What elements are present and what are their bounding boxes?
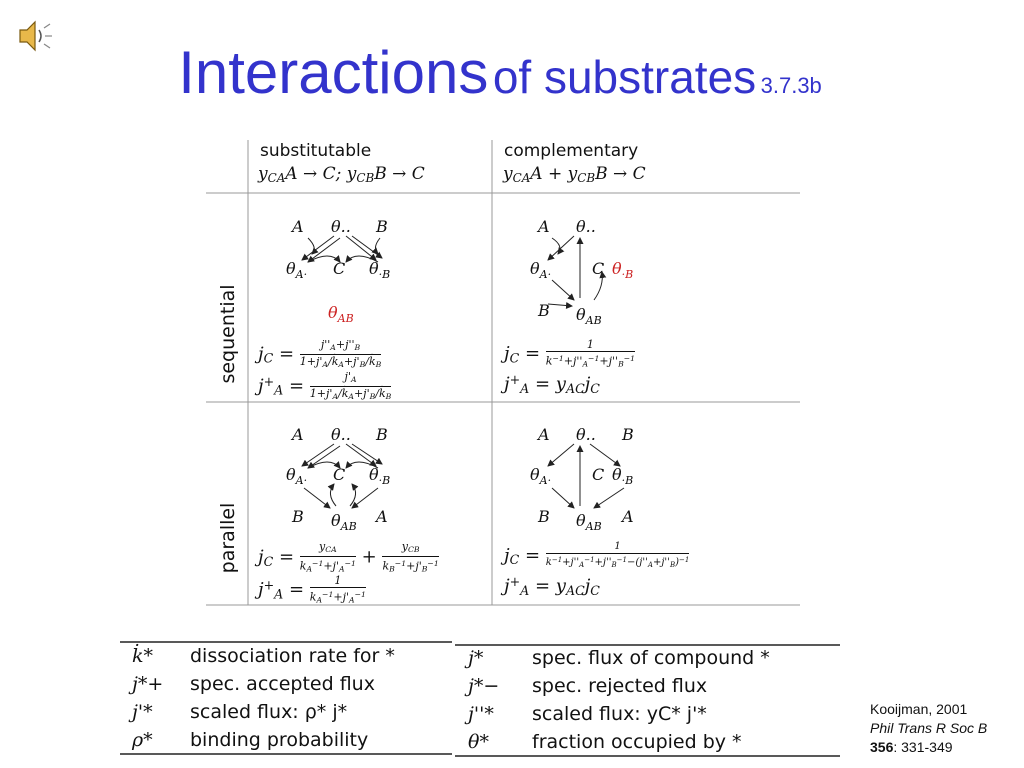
svg-text:θ..: θ.. bbox=[331, 217, 351, 236]
legend-right-desc-3: fraction occupied by * bbox=[532, 731, 742, 753]
seq-sub-ja: $j^+_A$ = $\frac{j'_A}{1+j'_A/k̇_A+j'_B/k̇_B}$ bbox=[258, 370, 392, 401]
svg-text:A: A bbox=[538, 217, 550, 236]
legend-right-desc-2: scaled flux: yC* j'* bbox=[532, 703, 707, 725]
legend-right-desc-0: spec. flux of compound * bbox=[532, 647, 770, 669]
legend-right-sym-1: j*− bbox=[468, 675, 500, 697]
svg-text:A: A bbox=[292, 425, 304, 444]
legend-right-desc-1: spec. rejected flux bbox=[532, 675, 708, 697]
svg-text:θ·B: $\theta_{\cdot B}$ bbox=[612, 465, 634, 487]
svg-text:C: C bbox=[592, 465, 605, 484]
legend-left-desc-1: spec. accepted flux bbox=[190, 673, 375, 695]
svg-text:θA·: $\theta_{A\cdot}$ bbox=[286, 465, 308, 487]
col2-formula: $y_{CA}A + y_{CB}B \to C$ bbox=[503, 164, 646, 185]
par-comp-ja: $j^+_A = y_{AC}j_C$ bbox=[504, 574, 600, 598]
row-label-parallel: parallel bbox=[217, 502, 239, 574]
svg-text:B: B bbox=[538, 507, 550, 526]
svg-text:θAB: $\theta_{AB}$ bbox=[328, 303, 354, 325]
svg-text:θA·: $\theta_{A\cdot}$ bbox=[530, 259, 552, 281]
legend-right-sym-2: j''* bbox=[468, 703, 494, 725]
col1-header: substitutable bbox=[260, 141, 372, 161]
svg-text:θAB: $\theta_{AB}$ bbox=[576, 305, 602, 327]
svg-text:B: B bbox=[292, 507, 304, 526]
col1-formula: $y_{CA}A \to C$; $y_{CB}B \to C$ bbox=[258, 164, 425, 185]
svg-text:B: B bbox=[376, 217, 388, 236]
svg-text:θ..: θ.. bbox=[331, 425, 351, 444]
svg-text:A: A bbox=[292, 217, 304, 236]
svg-text:θA·: $\theta_{A\cdot}$ bbox=[530, 465, 552, 487]
title-code: 3.7.3b bbox=[760, 73, 822, 98]
svg-text:B: B bbox=[622, 425, 634, 444]
svg-text:B: B bbox=[538, 301, 550, 320]
col2-header: complementary bbox=[504, 141, 639, 161]
seq-sub-jc: $j_C$ = $\frac{j''_A+j''_B}{1+j'_A/k̇_A+j'_B/k̇_B}$ bbox=[258, 338, 382, 369]
legend-left-sym-3: ρ* bbox=[132, 729, 153, 751]
svg-text:θ..: θ.. bbox=[576, 425, 596, 444]
citation-author: Kooijman, 2001 bbox=[870, 701, 968, 717]
svg-text:A: A bbox=[376, 507, 388, 526]
svg-text:C: C bbox=[592, 259, 605, 278]
citation bbox=[870, 700, 987, 757]
svg-text:C: C bbox=[333, 259, 346, 278]
svg-text:θA·: $\theta_{A\cdot}$ bbox=[286, 259, 308, 281]
svg-text:θ..: θ.. bbox=[576, 217, 596, 236]
legend-left-desc-2: scaled flux: ρ* j* bbox=[190, 701, 348, 723]
legend-right-sym-0: j* bbox=[468, 647, 484, 669]
legend-left-desc-3: binding probability bbox=[190, 729, 369, 751]
svg-text:B: B bbox=[376, 425, 388, 444]
svg-text:A: A bbox=[622, 507, 634, 526]
par-sub-ja: $j^+_A$ = $\frac{1}{k_A^{-1}+j'_A^{-1}}$ bbox=[258, 574, 366, 605]
seq-comp-ja: $j^+_A = y_{AC}j_C$ bbox=[504, 372, 600, 396]
svg-text:θ·B: $\theta_{\cdot B}$ bbox=[369, 465, 391, 487]
par-sub-jc: $j_C$ = $y_{CA}$ $k_A^{-1}+j'_A^{-1}$ + $y_{CB}$ $k_B^{-1}+j'_B^{-1}$ bbox=[258, 540, 439, 574]
legend-left-desc-0: dissociation rate for * bbox=[190, 645, 395, 667]
citation-volume-pages bbox=[870, 738, 987, 757]
legend-left-sym-1: j*+ bbox=[132, 673, 164, 695]
legend-left-sym-2: j'* bbox=[132, 701, 153, 723]
svg-text:θ·B: $\theta_{\cdot B}$ bbox=[612, 259, 634, 281]
svg-text:θ·B: $\theta_{\cdot B}$ bbox=[369, 259, 391, 281]
title-main: Interactions bbox=[178, 39, 489, 106]
row-label-sequential: sequential bbox=[217, 284, 239, 384]
citation-journal: Phil Trans R Soc B bbox=[870, 720, 988, 736]
svg-text:θAB: $\theta_{AB}$ bbox=[331, 511, 357, 533]
par-comp-jc: $j_C$ = $\frac{1}{k^{-1}+j''_A^{-1}+j''_B^{-1}-(j''_A+j''_B)^{-1}}$ bbox=[504, 541, 690, 569]
svg-text:C: C bbox=[333, 465, 346, 484]
title-rest: of substrates bbox=[492, 51, 757, 103]
citation-pages: : 331-349 bbox=[893, 739, 953, 755]
svg-text:θAB: $\theta_{AB}$ bbox=[576, 511, 602, 533]
legend-left-sym-0: k̇* bbox=[132, 645, 154, 667]
citation-volume: 356 bbox=[870, 739, 894, 755]
seq-comp-jc: $j_C$ = $\frac{1}{k^{-1}+j''_A^{-1}+j''_B^{-1}}$ bbox=[504, 338, 636, 369]
svg-text:A: A bbox=[538, 425, 550, 444]
legend-right-sym-3: θ* bbox=[468, 731, 489, 753]
